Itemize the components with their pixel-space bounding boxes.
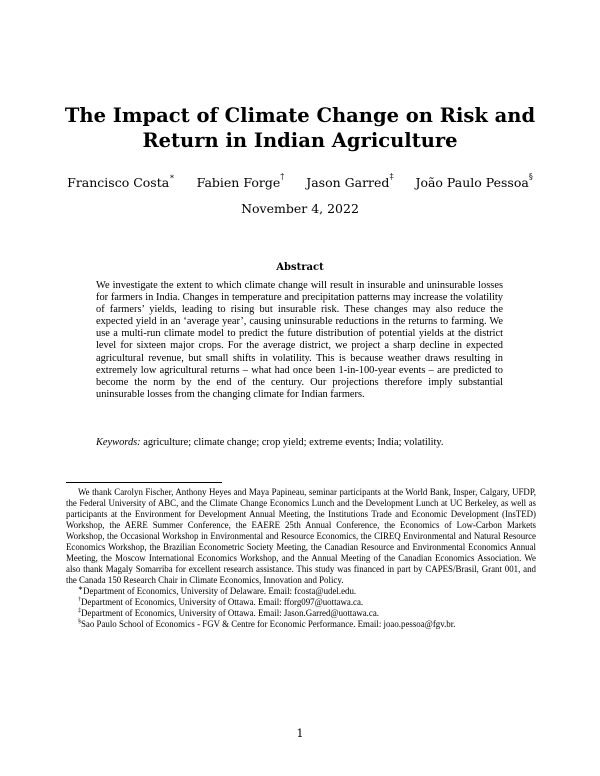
author-footnote-mark: § xyxy=(528,172,533,181)
author xyxy=(306,172,394,190)
affiliation-footnote xyxy=(66,597,536,608)
footnote-mark: ∗ xyxy=(78,586,84,592)
author-footnote-mark: † xyxy=(280,172,285,181)
author xyxy=(196,172,285,190)
affiliation-text: Department of Economics, University of Ottawa. Email: Jason.Garred@uottawa.ca. xyxy=(81,608,379,618)
author-name: Fabien Forge xyxy=(196,175,281,190)
title-line-1: The Impact of Climate Change on Risk and xyxy=(64,104,536,127)
author-list xyxy=(60,172,540,190)
footnotes xyxy=(66,487,536,630)
affiliation-footnote xyxy=(66,586,536,597)
keywords xyxy=(96,437,503,448)
title-line-2: Return in Indian Agriculture xyxy=(142,129,458,152)
abstract-text: We investigate the extent to which climate change will result in insurable and uninsurable losses for farmers in India. Changes in temperature and precipitation patterns may increase the volatility of farmers’ yields, leading to rising but insurable risk. These changes may also reduce the expected yield in an ‘average year’, causing uninsurable reductions in the returns to farming. We use a multi-run climate model to predict the future distribution of potential yields at the district level for sixteen major crops. For the average district, we project a sharp decline in expected agricultural revenue, but small shifts in volatility. This is because weather draws resulting in extremely low agricultural returns – what had once been 1-in-100-year events – are predicted to become the norm by the end of the century. Our projections therefore imply substantial uninsurable losses from the changing climate for Indian farmers. xyxy=(96,280,503,400)
author-footnote-mark: ∗ xyxy=(169,172,175,181)
author xyxy=(415,172,533,190)
affiliation-footnote xyxy=(66,619,536,630)
author-name: Francisco Costa xyxy=(67,175,170,190)
footnote-rule xyxy=(66,482,222,483)
footnote-mark: ‡ xyxy=(78,608,81,614)
affiliation-text: Department of Economics, University of Ottawa. Email: fforg097@uottawa.ca. xyxy=(81,597,364,607)
page-number: 1 xyxy=(296,727,304,740)
paper-date: November 4, 2022 xyxy=(241,201,359,216)
author-name: João Paulo Pessoa xyxy=(415,175,529,190)
author xyxy=(67,172,175,190)
paper-title xyxy=(60,103,540,153)
affiliation-text: Department of Economics, University of Delaware. Email: fcosta@udel.edu. xyxy=(83,586,357,596)
footnote-mark: § xyxy=(78,619,81,625)
keywords-label: Keywords: xyxy=(96,437,141,448)
affiliation-footnote xyxy=(66,608,536,619)
affiliation-text: Sao Paulo School of Economics - FGV & Centre for Economic Performance. Email: joao.pessoa@fgv.br. xyxy=(81,619,456,629)
abstract-heading: Abstract xyxy=(276,262,324,273)
keywords-list: agriculture; climate change; crop yield; extreme events; India; volatility. xyxy=(143,437,444,448)
acknowledgement-footnote: We thank Carolyn Fischer, Anthony Heyes and Maya Papineau, seminar participants at the World Bank, Insper, Calgary, UFDP, the Federal University of ABC, and the Climate Change Economics Lunch and the Development Lunch at UC Berkeley, as well as participants at the Environment for Development Annual Meeting, the Institutions Trade and Economic Development (InsTED) Workshop, the AERE Summer Conference, the EAERE 25th Annual Conference, the Economics of Low-Carbon Markets Workshop, the Occasional Workshop in Environmental and Resource Economics, the CIREQ Environmental and Natural Resource Economics Workshop, the Brazilian Econometric Society Meeting, the Canadian Resource and Environmental Economics Annual Meeting, the Moscow International Economics Workshop, and the Annual Meeting of the Canadian Economics Association. We also thank Magaly Somarriba for excellent research assistance. This study was financed in part by CAPES/Brasil, Grant 001, and the Canada 150 Research Chair in Climate Economics, Innovation and Policy. xyxy=(66,487,536,585)
author-footnote-mark: ‡ xyxy=(389,172,394,181)
footnote-mark: † xyxy=(78,597,81,603)
author-name: Jason Garred xyxy=(306,175,390,190)
